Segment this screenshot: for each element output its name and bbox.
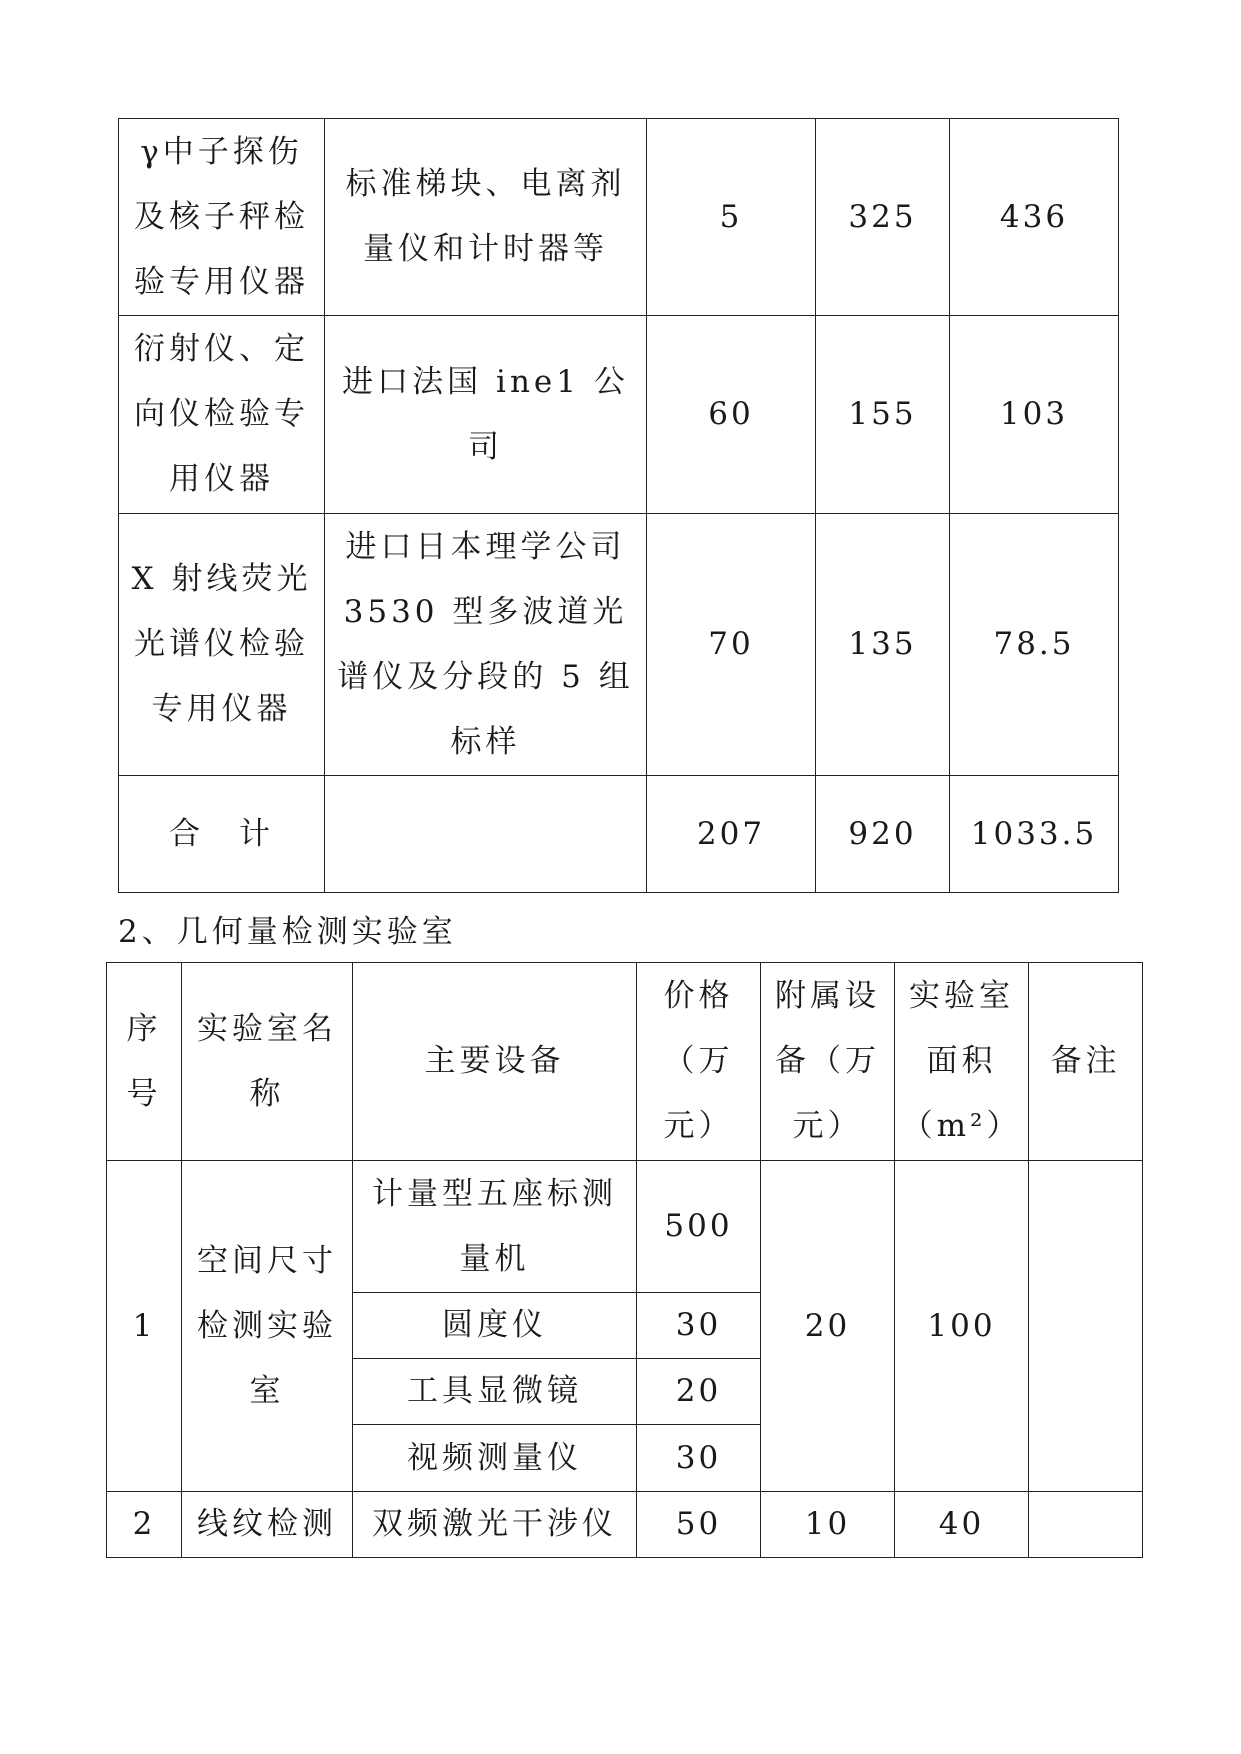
cell-value: 5 <box>647 119 816 316</box>
remarks <box>1029 1161 1143 1492</box>
equipment-name: 圆度仪 <box>353 1293 637 1359</box>
cell-value: 155 <box>816 316 950 514</box>
equipment-price: 20 <box>637 1359 761 1425</box>
table-row <box>107 1492 1143 1558</box>
header-seq: 序号 <box>107 963 182 1161</box>
table-row <box>107 1161 1143 1293</box>
total-value: 920 <box>816 776 950 893</box>
equipment-cost-table <box>118 118 1119 893</box>
header-lab-name: 实验室名称 <box>182 963 353 1161</box>
equipment-price: 50 <box>637 1492 761 1558</box>
equipment-name: 工具显微镜 <box>353 1359 637 1425</box>
header-area: 实验室面积（m²） <box>895 963 1029 1161</box>
table-row <box>119 119 1119 316</box>
table-header-row <box>107 963 1143 1161</box>
equipment-name: 视频测量仪 <box>353 1425 637 1492</box>
geometry-lab-table <box>106 962 1143 1558</box>
cell-value: 60 <box>647 316 816 514</box>
lab-seq: 2 <box>107 1492 182 1558</box>
lab-area: 40 <box>895 1492 1029 1558</box>
equipment-name: 计量型五座标测量机 <box>353 1161 637 1293</box>
equipment-name: 双频激光干涉仪 <box>353 1492 637 1558</box>
instrument-name: X 射线荧光光谱仪检验专用仪器 <box>119 514 325 776</box>
header-remarks: 备注 <box>1029 963 1143 1161</box>
total-value: 1033.5 <box>950 776 1119 893</box>
accessory-cost: 20 <box>761 1161 895 1492</box>
total-value: 207 <box>647 776 816 893</box>
cell-value: 436 <box>950 119 1119 316</box>
instrument-name: 衍射仪、定向仪检验专用仪器 <box>119 316 325 514</box>
lab-name: 线纹检测 <box>182 1492 353 1558</box>
cell-value: 78.5 <box>950 514 1119 776</box>
equipment-price: 500 <box>637 1161 761 1293</box>
total-row <box>119 776 1119 893</box>
equipment-price: 30 <box>637 1293 761 1359</box>
equipment-description: 进口日本理学公司 3530 型多波道光谱仪及分段的 5 组标样 <box>325 514 647 776</box>
header-price: 价格（万元） <box>637 963 761 1161</box>
cell-value: 325 <box>816 119 950 316</box>
cell-value: 70 <box>647 514 816 776</box>
total-equipment <box>325 776 647 893</box>
lab-seq: 1 <box>107 1161 182 1492</box>
equipment-description: 标准梯块、电离剂量仪和计时器等 <box>325 119 647 316</box>
equipment-description: 进口法国 ine1 公司 <box>325 316 647 514</box>
header-accessory: 附属设备（万元） <box>761 963 895 1161</box>
lab-area: 100 <box>895 1161 1029 1492</box>
remarks <box>1029 1492 1143 1558</box>
cell-value: 135 <box>816 514 950 776</box>
table-row <box>119 316 1119 514</box>
table-row <box>119 514 1119 776</box>
cell-value: 103 <box>950 316 1119 514</box>
instrument-name: γ中子探伤及核子秤检验专用仪器 <box>119 119 325 316</box>
accessory-cost: 10 <box>761 1492 895 1558</box>
total-label: 合 计 <box>119 776 325 893</box>
section-heading: 2、几何量检测实验室 <box>118 914 457 950</box>
header-main-equipment: 主要设备 <box>353 963 637 1161</box>
equipment-price: 30 <box>637 1425 761 1492</box>
lab-name: 空间尺寸检测实验室 <box>182 1161 353 1492</box>
